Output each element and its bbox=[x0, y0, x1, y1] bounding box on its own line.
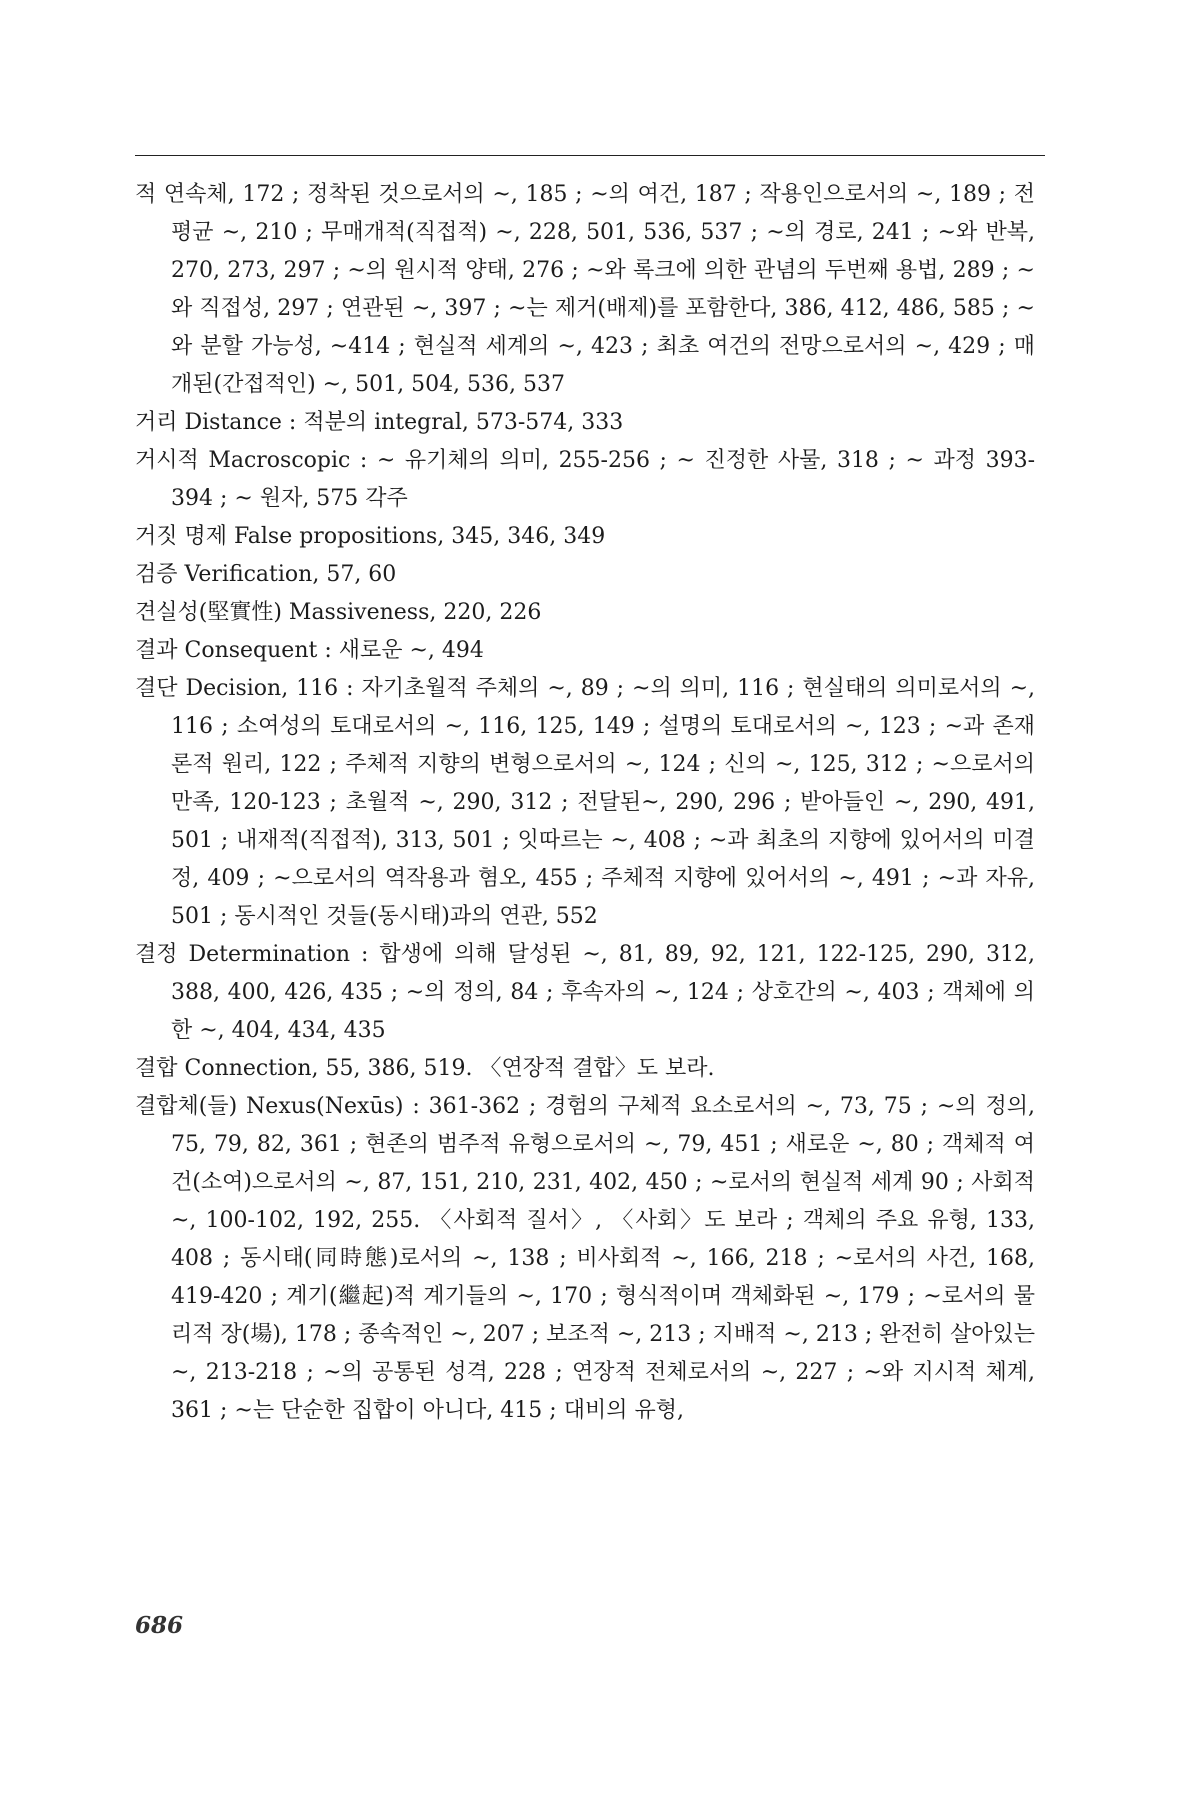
index-entry-false-propositions: 거짓 명제 False propositions, 345, 346, 349 bbox=[135, 524, 606, 549]
index-entry-distance: 거리 Distance : 적분의 integral, 573-574, 333 bbox=[135, 410, 624, 435]
index-entry-connection: 결합 Connection, 55, 386, 519. 〈연장적 결합〉도 보라. bbox=[135, 1056, 715, 1081]
page-number: 686 bbox=[135, 1612, 184, 1639]
index-entry-decision: 결단 Decision, 116 : 자기초월적 주체의 ~, 89 ; ~의 의미, 116 ; 현실태의 의미로서의 ~, 116 ; 소여성의 토대로서의 ~, 116, 125, 149 ; 설명의 토대로서의 ~, 123 ; ~과 존재론적 원리, 122 ; 주체적 지향의 변형으로서의 ~, 124 ; 신의 ~, 125, 312 ; ~으로서의 만족, 120-123 ; 초월적 ~, 290, 312 ; 전달된~, 290, 296 ; 받아들인 ~, 290, 491, 501 ; 내재적(직접적), 313, 501 ; 잇따르는 ~, 408 ; ~과 최초의 지향에 있어서의 미결정, 409 ; ~으로서의 역작용과 혐오, 455 ; 주체적 지향에 있어서의 ~, 491 ; ~과 자유, 501 ; 동시적인 것들(동시태)과의 연관, 552 bbox=[135, 676, 1035, 929]
index-entries bbox=[135, 176, 1035, 1430]
header-rule bbox=[135, 155, 1045, 156]
index-entry-verification: 검증 Verification, 57, 60 bbox=[135, 562, 397, 587]
index-entry-continued: 적 연속체, 172 ; 정착된 것으로서의 ~, 185 ; ~의 여건, 187 ; 작용인으로서의 ~, 189 ; 전평균 ~, 210 ; 무매개적(직접적) ~, 228, 501, 536, 537 ; ~의 경로, 241 ; ~와 반복, 270, 273, 297 ; ~의 원시적 양태, 276 ; ~와 록크에 의한 관념의 두번째 용법, 289 ; ~와 직접성, 297 ; 연관된 ~, 397 ; ~는 제거(배제)를 포함한다, 386, 412, 486, 585 ; ~와 분할 가능성, ~414 ; 현실적 세계의 ~, 423 ; 최초 여건의 전망으로서의 ~, 429 ; 매개된(간접적인) ~, 501, 504, 536, 537 bbox=[135, 182, 1035, 397]
index-entry-nexus: 결합체(들) Nexus(Nexūs) : 361-362 ; 경험의 구체적 요소로서의 ~, 73, 75 ; ~의 정의, 75, 79, 82, 361 ; 현존의 범주적 유형으로서의 ~, 79, 451 ; 새로운 ~, 80 ; 객체적 여건(소여)으로서의 ~, 87, 151, 210, 231, 402, 450 ; ~로서의 현실적 세계 90 ; 사회적 ~, 100-102, 192, 255. 〈사회적 질서〉, 〈사회〉도 보라 ; 객체의 주요 유형, 133, 408 ; 동시태(同時態)로서의 ~, 138 ; 비사회적 ~, 166, 218 ; ~로서의 사건, 168, 419-420 ; 계기(繼起)적 계기들의 ~, 170 ; 형식적이며 객체화된 ~, 179 ; ~로서의 물리적 장(場), 178 ; 종속적인 ~, 207 ; 보조적 ~, 213 ; 지배적 ~, 213 ; 완전히 살아있는 ~, 213-218 ; ~의 공통된 성격, 228 ; 연장적 전체로서의 ~, 227 ; ~와 지시적 체계, 361 ; ~는 단순한 집합이 아니다, 415 ; 대비의 유형, bbox=[135, 1094, 1035, 1423]
index-entry-macroscopic: 거시적 Macroscopic : ~ 유기체의 의미, 255-256 ; ~ 진정한 사물, 318 ; ~ 과정 393-394 ; ~ 원자, 575 각주 bbox=[135, 448, 1035, 511]
index-entry-consequent: 결과 Consequent : 새로운 ~, 494 bbox=[135, 638, 484, 663]
index-entry-determination: 결정 Determination : 합생에 의해 달성된 ~, 81, 89, 92, 121, 122-125, 290, 312, 388, 400, 426, 435 ; ~의 정의, 84 ; 후속자의 ~, 124 ; 상호간의 ~, 403 ; 객체에 의한 ~, 404, 434, 435 bbox=[135, 942, 1035, 1043]
index-entry-massiveness: 견실성(堅實性) Massiveness, 220, 226 bbox=[135, 600, 542, 625]
